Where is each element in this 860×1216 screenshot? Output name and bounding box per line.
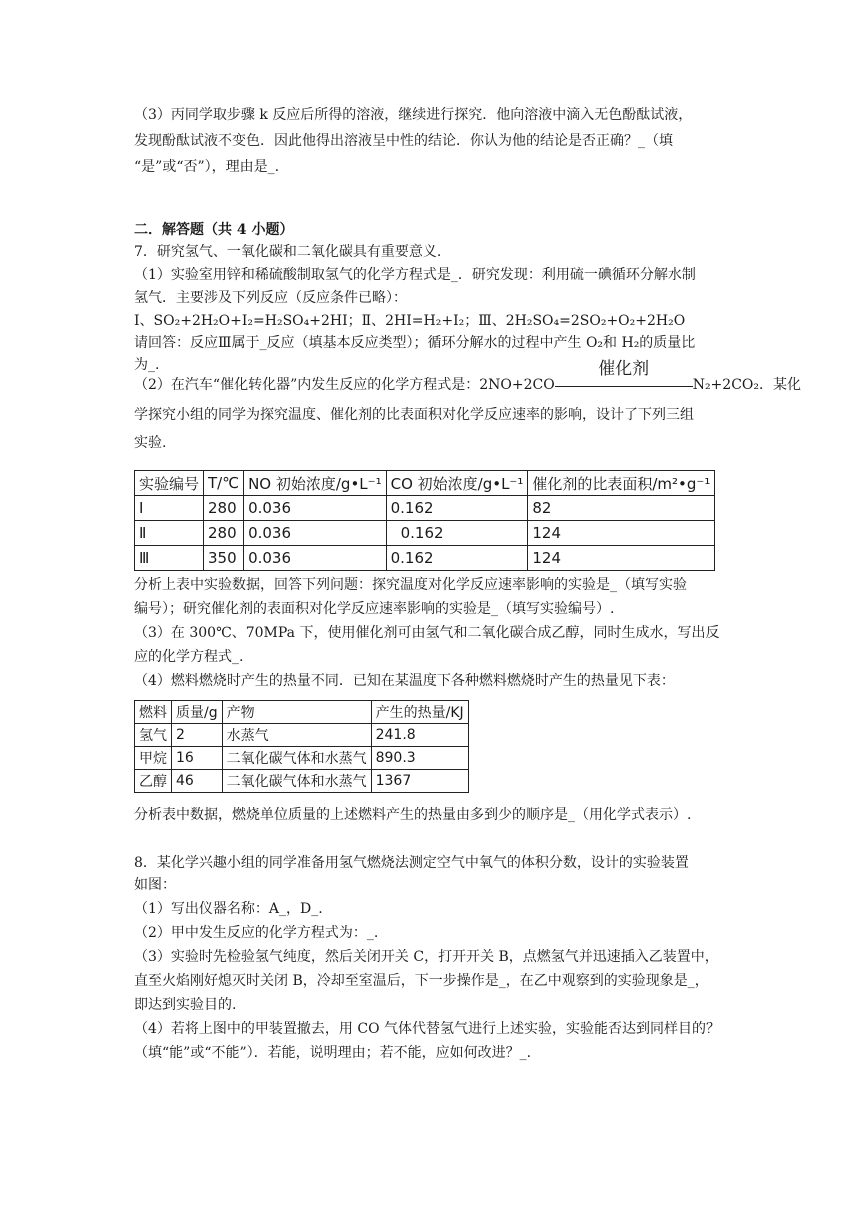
table-cell: 124 bbox=[528, 521, 715, 546]
catalyst-label: 催化剂 bbox=[598, 359, 650, 379]
table-header-cell: 实验编号 bbox=[135, 471, 204, 496]
q6-part3-line3: “是”或“否”），理由是_. bbox=[134, 159, 280, 175]
section-title: 二．解答题（共 4 小题） bbox=[134, 222, 294, 238]
table-cell: 乙醇 bbox=[135, 770, 172, 793]
q8-stem2: 如图： bbox=[134, 877, 176, 893]
table-cell: 1367 bbox=[371, 770, 468, 793]
q7-p2-analysis1: 分析上表中实验数据，回答下列问题：探究温度对化学反应速率影响的实验是_（填写实验 bbox=[134, 577, 687, 593]
q7-p1-line5: 为_. bbox=[134, 357, 160, 373]
q7-reactions: Ⅰ、SO₂+2H₂O+I₂=H₂SO₄+2HI；Ⅱ、2HI=H₂+I₂；Ⅲ、2H₂SO₄=2SO₂+O₂+2H₂O bbox=[134, 313, 686, 329]
table-header-cell: 产生的热量/KJ bbox=[371, 701, 468, 724]
table-cell: 水蒸气 bbox=[222, 724, 371, 747]
table-header-cell: 燃料 bbox=[135, 701, 172, 724]
table-row bbox=[135, 546, 715, 571]
table-row bbox=[135, 521, 715, 546]
table-cell: 46 bbox=[172, 770, 223, 793]
table-header-cell: 催化剂的比表面积/m²•g⁻¹ bbox=[528, 471, 715, 496]
q8-p3-line2: 直至火焰刚好熄灭时关闭 B，冷却至室温后，下一步操作是_，在乙中观察到的实验现象是_， bbox=[134, 973, 709, 989]
table-header-row bbox=[135, 701, 469, 724]
table-header-cell: CO 初始浓度/g•L⁻¹ bbox=[386, 471, 528, 496]
q7-p1-line1: （1）实验室用锌和稀硫酸制取氢气的化学方程式是_．研究发现：利用硫一碘循环分解水制 bbox=[134, 267, 696, 283]
table-header-row bbox=[135, 471, 715, 496]
q7-p2-equation bbox=[134, 359, 801, 396]
table-cell: 890.3 bbox=[371, 747, 468, 770]
table-row bbox=[135, 496, 715, 521]
table-cell: 0.162 bbox=[386, 546, 528, 571]
catalyst-arrow bbox=[555, 359, 693, 396]
q7-p2-line2: 学探究小组的同学为探究温度、催化剂的比表面积对化学反应速率的影响，设计了下列三组 bbox=[134, 407, 694, 423]
table-cell: 甲烷 bbox=[135, 747, 172, 770]
q8-p3-line1: （3）实验时先检验氢气纯度，然后关闭开关 C，打开开关 B，点燃氢气并迅速插入乙装置中， bbox=[134, 949, 719, 965]
table-row bbox=[135, 770, 469, 793]
q7-p4-line1: （4）燃料燃烧时产生的热量不同．已知在某温度下各种燃料燃烧时产生的热量见下表： bbox=[134, 673, 675, 689]
table-cell: 氢气 bbox=[135, 724, 172, 747]
q8-p2: （2）甲中发生反应的化学方程式为：_. bbox=[134, 925, 379, 941]
table-cell: 16 bbox=[172, 747, 223, 770]
table-cell: 241.8 bbox=[371, 724, 468, 747]
q7-p2-line3: 实验. bbox=[134, 435, 167, 451]
table-row bbox=[135, 747, 469, 770]
table-cell: 350 bbox=[204, 546, 244, 571]
q7-p3-line2: 应的化学方程式_. bbox=[134, 649, 244, 665]
table-cell: 0.036 bbox=[244, 521, 387, 546]
q7-p2-prefix: （2）在汽车“催化转化器”内发生反应的化学方程式是：2NO+2CO bbox=[134, 377, 555, 393]
q7-p2-analysis2: 编号）；研究催化剂的表面积对化学反应速率影响的实验是_（填写实验编号）. bbox=[134, 601, 615, 617]
q7-p1-line4: 请回答：反应Ⅲ属于_反应（填基本反应类型）；循环分解水的过程中产生 O₂和 H₂的质量比 bbox=[134, 335, 696, 351]
table-row bbox=[135, 724, 469, 747]
table-cell: 2 bbox=[172, 724, 223, 747]
q8-p4-line2: （填“能”或“不能”）．若能，说明理由；若不能，应如何改进？_. bbox=[134, 1045, 532, 1061]
q7-p3-line1: （3）在 300℃、70MPa 下，使用催化剂可由氢气和二氧化碳合成乙醇，同时生成水，写出反 bbox=[134, 625, 720, 641]
table-cell: 280 bbox=[204, 521, 244, 546]
table-header-cell: NO 初始浓度/g•L⁻¹ bbox=[244, 471, 387, 496]
q8-stem1: 8．某化学兴趣小组的同学准备用氢气燃烧法测定空气中氧气的体积分数，设计的实验装置 bbox=[134, 855, 689, 871]
reaction-arrow-bar bbox=[555, 386, 693, 387]
table-cell: 0.162 bbox=[386, 496, 528, 521]
table-header-cell: 产物 bbox=[222, 701, 371, 724]
table-header-cell: T/℃ bbox=[204, 471, 244, 496]
q7-p1-line2: 氢气．主要涉及下列反应（反应条件已略）： bbox=[134, 290, 407, 306]
q6-part3-line1: （3）丙同学取步骤 k 反应后所得的溶液，继续进行探究．他向溶液中滴入无色酚酞试液， bbox=[134, 107, 693, 123]
table-cell: 124 bbox=[528, 546, 715, 571]
table-cell: 0.162 bbox=[386, 521, 528, 546]
fuel-heat-table bbox=[134, 700, 469, 793]
table-cell: 280 bbox=[204, 496, 244, 521]
experiment-table bbox=[134, 470, 715, 571]
table-cell: 0.036 bbox=[244, 546, 387, 571]
q7-p4-analysis: 分析表中数据，燃烧单位质量的上述燃料产生的热量由多到少的顺序是_（用化学式表示）. bbox=[134, 807, 692, 823]
table-cell: 0.036 bbox=[244, 496, 387, 521]
table-cell: Ⅰ bbox=[135, 496, 204, 521]
table-cell: 二氧化碳气体和水蒸气 bbox=[222, 747, 371, 770]
table-cell: 二氧化碳气体和水蒸气 bbox=[222, 770, 371, 793]
q7-stem: 7．研究氢气、一氧化碳和二氧化碳具有重要意义. bbox=[134, 244, 442, 260]
q8-p1: （1）写出仪器名称：A_，D_. bbox=[134, 901, 323, 917]
q8-p3-line3: 即达到实验目的. bbox=[134, 997, 237, 1013]
q6-part3-line2: 发现酚酞试液不变色．因此他得出溶液呈中性的结论．你认为他的结论是否正确？_（填 bbox=[134, 133, 673, 149]
table-cell: Ⅱ bbox=[135, 521, 204, 546]
table-cell: 82 bbox=[528, 496, 715, 521]
q7-p2-suffix: N₂+2CO₂．某化 bbox=[692, 377, 801, 393]
table-cell: Ⅲ bbox=[135, 546, 204, 571]
table-header-cell: 质量/g bbox=[172, 701, 223, 724]
q8-p4-line1: （4）若将上图中的甲装置撤去，用 CO 气体代替氢气进行上述实验，实验能否达到同样目的？ bbox=[134, 1021, 720, 1037]
